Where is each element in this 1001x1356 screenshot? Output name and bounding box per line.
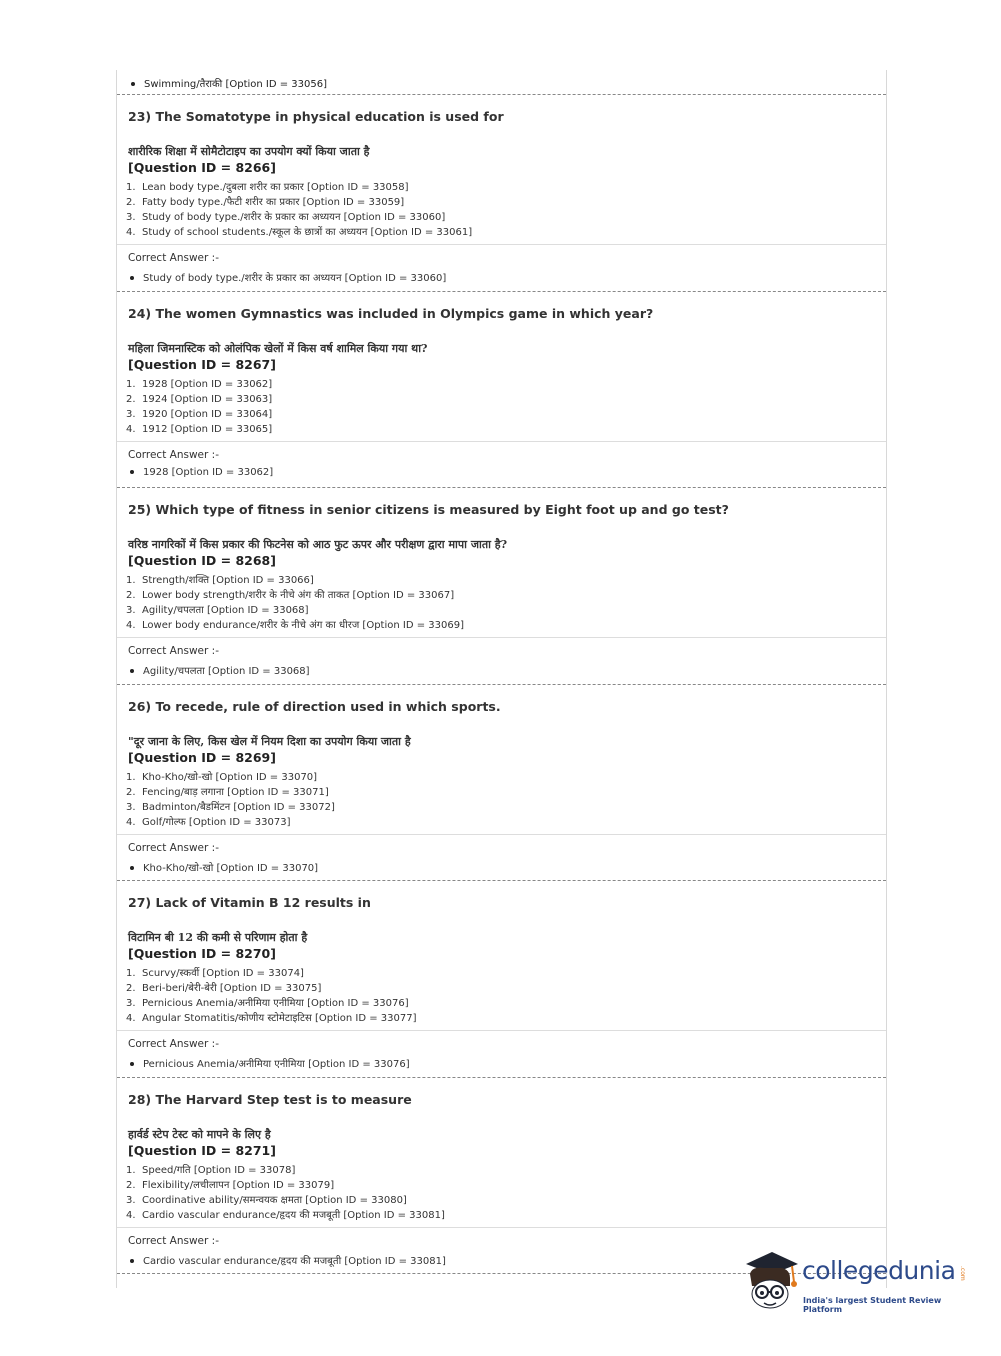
option-item: 2. Fatty body type./फैटी शरीर का प्रकार [Option ID = 33059] [126,197,405,208]
option-item: 4. 1912 [Option ID = 33065] [126,423,273,435]
divider [117,1227,886,1228]
option-item: 1. Lean body type./दुबला शरीर का प्रकार [Option ID = 33058] [126,182,409,193]
question-id: [Question ID = 8271] [128,1142,276,1158]
correct-answer: Cardio vascular endurance/हृदय की मजबूती [Option ID = 33081] [128,1253,446,1267]
divider [117,441,886,442]
correct-answer: Kho-Kho/खो-खो [Option ID = 33070] [128,860,318,874]
bullet-icon [131,82,135,86]
question-hindi: वरिष्ठ नागरिकों में किस प्रकार की फिटनेस को आठ फुट ऊपर और परीक्षण द्वारा मापा जाता है? [128,538,508,551]
option-item: 2. Lower body strength/शरीर के नीचे अंग की ताकत [Option ID = 33067] [126,590,455,601]
bullet-icon [130,470,134,474]
option-item: 3. Study of body type./शरीर के प्रकार का अध्ययन [Option ID = 33060] [126,212,446,223]
option-item: 4. Golf/गोल्फ [Option ID = 33073] [126,816,291,828]
correct-answer-label: Correct Answer :- [128,448,219,461]
option-list [126,573,464,633]
question-block [117,684,886,882]
question-id: [Question ID = 8269] [128,749,276,765]
question-hindi: महिला जिमनास्टिक को ओलंपिक खेलों में किस वर्ष शामिल किया गया था? [128,341,428,355]
option-item: 3. Coordinative ability/समन्वयक क्षमता [Option ID = 33080] [126,1194,407,1206]
correct-answer-label: Correct Answer :- [128,1038,219,1050]
question-title: 26) To recede, rule of direction used in which sports. [128,698,501,714]
correct-answer: Pernicious Anemia/अनीमिया एनीमिया [Option ID = 33076] [128,1056,410,1070]
option-item: 4. Angular Stomatitis/कोणीय स्टोमेटाइटिस [Option ID = 33077] [126,1013,417,1024]
brand-suffix: .com [959,1266,966,1281]
question-hindi: हार्वर्ड स्टेप टेस्ट को मापने के लिए है [128,1127,271,1141]
option-item: 3. 1920 [Option ID = 33064] [126,408,273,420]
option-item: 3. Agility/चपलता [Option ID = 33068] [126,605,309,616]
option-item: 1. Kho-Kho/खो-खो [Option ID = 33070] [126,771,318,783]
correct-answer-label: Correct Answer :- [128,252,219,264]
option-item: 2. Flexibility/लचीलापन [Option ID = 33079] [126,1179,335,1191]
question-id: [Question ID = 8266] [128,160,276,175]
option-item: 1. Speed/गति [Option ID = 33078] [126,1164,296,1176]
question-id: [Question ID = 8267] [128,356,276,372]
question-title: 25) Which type of fitness in senior citizens is measured by Eight foot up and go test? [128,502,729,517]
brand-name: collegedunia [802,1256,956,1285]
question-hindi: "दूर जाना के लिए, किस खेल में नियम दिशा का उपयोग किया जाता है [128,734,411,748]
option-item: 2. Fencing/बाड़ लगाना [Option ID = 33071] [126,786,329,798]
correct-answer-label: Correct Answer :- [128,1234,219,1247]
option-list [126,180,472,240]
divider [117,1030,886,1031]
brand-tagline: India's largest Student Review Platform [803,1296,942,1314]
brand-logo[interactable] [742,1248,974,1320]
question-block [117,487,886,685]
question-title: 23) The Somatotype in physical education is used for [128,109,504,124]
option-item: 3. Pernicious Anemia/अनीमिया एनीमिया [Option ID = 33076] [126,998,409,1009]
option-item: 2. Beri-beri/बेरी-बेरी [Option ID = 33075] [126,983,322,994]
previous-answer-text: Swimming/तैराकी [Option ID = 33056] [144,79,328,90]
option-item: 3. Badminton/बैडमिंटन [Option ID = 33072] [126,801,335,813]
question-paper [116,70,887,1288]
bullet-icon [130,276,134,280]
correct-answer-label: Correct Answer :- [128,645,219,657]
question-block [117,291,886,489]
option-list [126,966,417,1026]
divider [117,834,886,835]
question-id: [Question ID = 8270] [128,946,276,961]
option-list [126,1163,445,1223]
option-item: 1. Scurvy/स्कर्वी [Option ID = 33074] [126,968,304,979]
bullet-icon [130,1062,134,1066]
correct-answer: Agility/चपलता [Option ID = 33068] [128,663,310,677]
divider [117,637,886,638]
option-item: 1. Strength/शक्ति [Option ID = 33066] [126,575,314,586]
correct-answer: 1928 [Option ID = 33062] [128,467,273,478]
divider [117,244,886,245]
question-block [117,880,886,1078]
option-item: 2. 1924 [Option ID = 33063] [126,393,273,405]
question-block [117,94,886,292]
question-id: [Question ID = 8268] [128,553,276,568]
correct-answer-label: Correct Answer :- [128,841,219,854]
question-title: 24) The women Gymnastics was included in Olympics game in which year? [128,305,654,321]
question-title: 28) The Harvard Step test is to measure [128,1091,412,1107]
question-block [117,1077,886,1275]
option-item: 1. 1928 [Option ID = 33062] [126,378,273,390]
option-list [126,377,272,437]
bullet-icon [130,1259,134,1263]
option-item: 4. Cardio vascular endurance/हृदय की मजबूती [Option ID = 33081] [126,1209,445,1221]
bullet-icon [130,669,134,673]
bullet-icon [130,866,134,870]
previous-answer [117,70,886,95]
mascot-icon [742,1248,802,1314]
question-title: 27) Lack of Vitamin B 12 results in [128,895,371,910]
question-hindi: शारीरिक शिक्षा में सोमैटोटाइप का उपयोग क्यों किया जाता है [128,145,370,158]
option-item: 4. Lower body endurance/शरीर के नीचे अंग का धीरज [Option ID = 33069] [126,620,464,631]
option-item: 4. Study of school students./स्कूल के छात्रों का अध्ययन [Option ID = 33061] [126,227,473,238]
question-hindi: विटामिन बी 12 की कमी से परिणाम होता है [128,931,308,944]
option-list [126,770,335,830]
correct-answer: Study of body type./शरीर के प्रकार का अध्ययन [Option ID = 33060] [128,270,446,284]
